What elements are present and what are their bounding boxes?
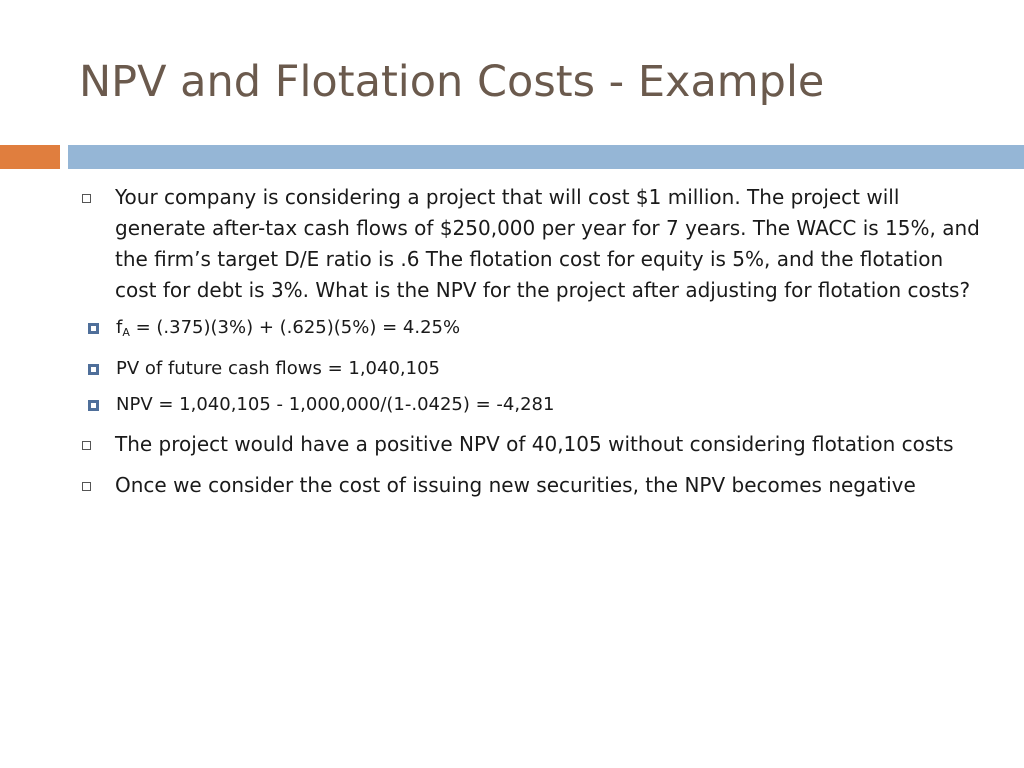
square-bullet-icon: [88, 323, 99, 334]
slide-content: [80, 182, 980, 511]
bullet-positive-npv: [80, 429, 980, 460]
subscript-a: A: [122, 326, 130, 339]
square-bullet-icon: [88, 400, 99, 411]
bullet-text: The project would have a positive NPV of 40,105 without considering flotation costs: [115, 432, 954, 456]
sub-bullet-text: $f_A = (.375)(3\%) + (.625)(5\%) = 4.25\%$: [116, 317, 461, 339]
hollow-square-bullet-icon: [82, 441, 91, 450]
hollow-square-bullet-icon: [82, 482, 91, 491]
hollow-square-bullet-icon: [82, 194, 91, 203]
sub-bullet-text: NPV = 1,040,105 - 1,000,000/(1-.0425) = -4,281: [116, 394, 555, 415]
accent-bar-orange: [0, 145, 60, 169]
sub-bullet-pv-cash-flows: [80, 357, 980, 381]
slide-title: NPV and Flotation Costs - Example: [79, 57, 825, 107]
bullet-text: Your company is considering a project that will cost $1 million. The project will generate after-tax cash flows of $250,000 per year for 7 years. The WACC is 15%, and the firm’s target D/E ratio is .6 The flotation cost for equity is 5%, and the flotation cost for debt is 3%. What is the NPV for the project after adjusting for flotation costs?: [115, 185, 980, 302]
sub-bullet-list: [80, 316, 980, 417]
bullet-negative-npv: [80, 470, 980, 501]
bullet-text: Once we consider the cost of issuing new securities, the NPV becomes negative: [115, 473, 916, 497]
sub-bullet-text: PV of future cash flows = 1,040,105: [116, 358, 440, 379]
sub-bullet-npv-calc: [80, 393, 980, 417]
accent-bar-blue: [68, 145, 1024, 169]
sub-bullet-flotation-rate: [80, 316, 980, 345]
bullet-problem-statement: [80, 182, 980, 306]
square-bullet-icon: [88, 364, 99, 375]
